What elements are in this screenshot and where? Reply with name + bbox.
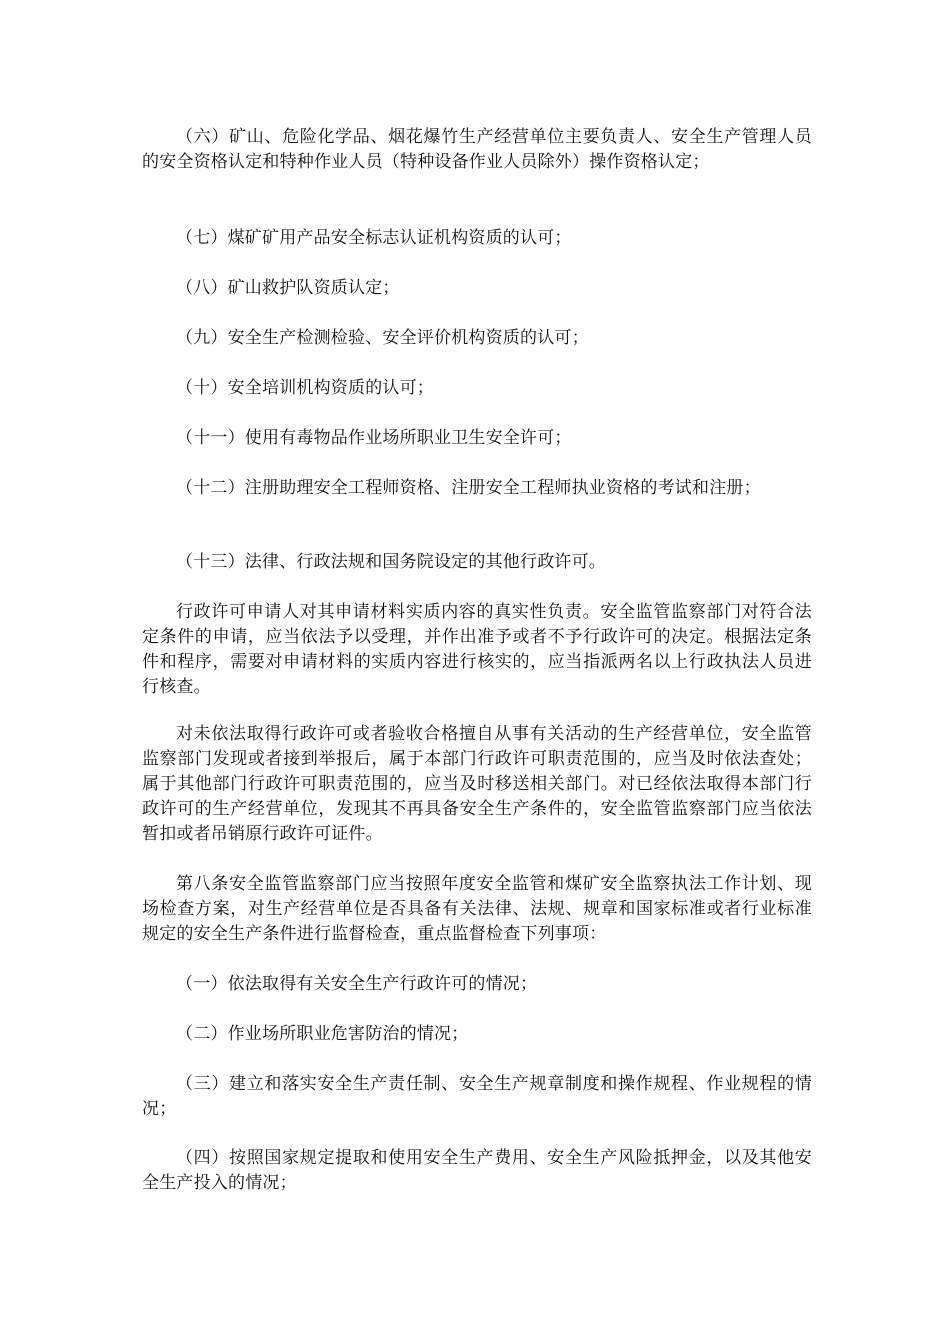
paragraph-item-9: （九）安全生产检测检验、安全评价机构资质的认可； (176, 328, 589, 348)
paragraph-unlicensed-activity: 对未依法取得行政许可或者验收合格擅自从事有关活动的生产经营单位，安全监管监察部门发现或者接到举报后，属于本部门行政许可职责范围的，应当及时依法查处；属于其他部门行政许可职责范围的，应当及时移送相关部门。对已经依法取得本部门行政许可的生产经营单位，发现其不再具备安全生产条件的，安全监管监察部门应当依法暂扣或者吊销原行政许可证件。 (142, 724, 812, 844)
paragraph-item-10: （十）安全培训机构资质的认可； (176, 378, 434, 398)
paragraph-article-8: 第八条安全监管监察部门应当按照年度安全监管和煤矿安全监察执法工作计划、现场检查方案，对生产经营单位是否具备有关法律、法规、规章和国家标准或者行业标准规定的安全生产条件进行监督检查，重点监督检查下列事项： (142, 874, 812, 944)
paragraph-check-item-4: （四）按照国家规定提取和使用安全生产费用、安全生产风险抵押金，以及其他安全生产投入的情况； (142, 1148, 812, 1193)
paragraph-item-11: （十一）使用有毒物品作业场所职业卫生安全许可； (176, 428, 572, 448)
paragraph-applicant-responsibility: 行政许可申请人对其申请材料实质内容的真实性负责。安全监管监察部门对符合法定条件的申请，应当依法予以受理，并作出准予或者不予行政许可的决定。根据法定条件和程序，需要对申请材料的实质内容进行核实的，应当指派两名以上行政执法人员进行核查。 (142, 602, 812, 697)
paragraph-check-item-2: （二）作业场所职业危害防治的情况； (176, 1024, 469, 1044)
paragraph-item-8: （八）矿山救护队资质认定； (176, 278, 400, 298)
paragraph-item-13: （十三）法律、行政法规和国务院设定的其他行政许可。 (176, 552, 606, 572)
paragraph-item-7: （七）煤矿矿用产品安全标志认证机构资质的认可； (176, 228, 572, 248)
paragraph-check-item-3: （三）建立和落实安全生产责任制、安全生产规章制度和操作规程、作业规程的情况； (142, 1074, 812, 1119)
paragraph-item-6: （六）矿山、危险化学品、烟花爆竹生产经营单位主要负责人、安全生产管理人员的安全资格认定和特种作业人员（特种设备作业人员除外）操作资格认定； (142, 127, 812, 172)
paragraph-item-12: （十二）注册助理安全工程师资格、注册安全工程师执业资格的考试和注册； (176, 478, 761, 498)
paragraph-check-item-1: （一）依法取得有关安全生产行政许可的情况； (176, 974, 538, 994)
